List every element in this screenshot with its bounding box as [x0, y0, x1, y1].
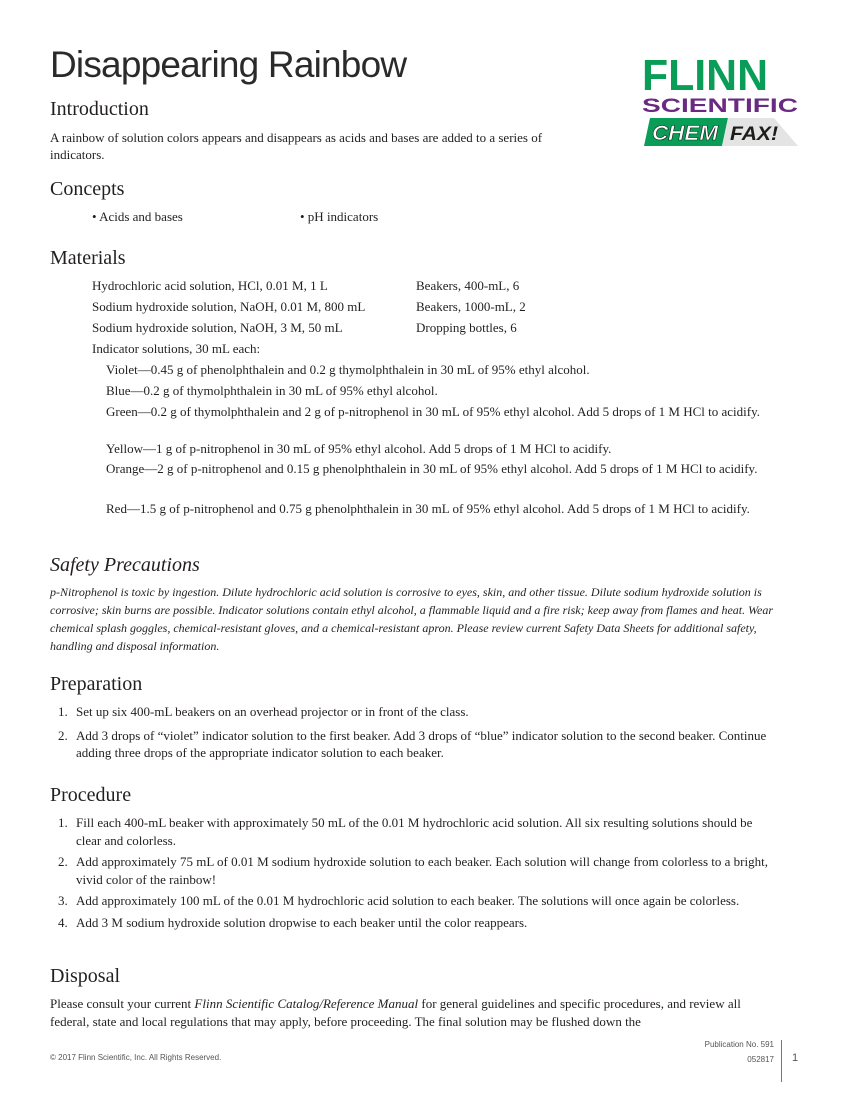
material-item: Beakers, 400-mL, 6	[416, 278, 520, 293]
material-item: Dropping bottles, 6	[416, 320, 517, 335]
concepts-heading: Concepts	[50, 178, 125, 200]
logo-flinn-text: FLINN	[642, 51, 768, 100]
step-text: Set up six 400-mL beakers on an overhead projector or in front of the class.	[76, 704, 469, 719]
disposal-catalog-title: Flinn Scientific Catalog/Reference Manual	[194, 996, 419, 1011]
introduction-line-1: A rainbow of solution colors appears and disappears as acids and bases are added to a series of	[50, 130, 543, 145]
procedure-step	[50, 814, 778, 849]
preparation-step	[50, 727, 778, 762]
footer-publication: Publication No. 591	[704, 1040, 774, 1049]
material-item: Hydrochloric acid solution, HCl, 0.01 M, 1 L	[92, 278, 328, 293]
disposal-text	[50, 995, 778, 1031]
indicator-blue: Blue—0.2 g of thymolphthalein in 30 mL of 95% ethyl alcohol.	[106, 383, 438, 398]
page-number: 1	[792, 1052, 799, 1064]
preparation-step	[50, 703, 778, 721]
footer-code: 052817	[747, 1055, 774, 1064]
indicator-yellow: Yellow—1 g of p-nitrophenol in 30 mL of 95% ethyl alcohol. Add 5 drops of 1 M HCl to acidify.	[106, 441, 612, 456]
logo-chem-text: CHEM	[652, 122, 719, 145]
preparation-list	[50, 703, 778, 762]
disposal-text-end: for general guidelines and specific procedures, and review all federal, state and local regulations that may apply, before proceeding. The final solution may be flushed down the	[50, 996, 741, 1029]
disposal-text-start: Please consult your current	[50, 996, 195, 1011]
step-number: 1.	[58, 704, 68, 719]
step-text: Add approximately 75 mL of 0.01 M sodium hydroxide solution to each beaker. Each solution will change from colorless to a bright, vivid color of the rainbow!	[76, 854, 768, 887]
safety-heading: Safety Precautions	[50, 554, 200, 576]
procedure-heading: Procedure	[50, 784, 132, 806]
introduction-heading: Introduction	[50, 98, 149, 120]
page-title: Disappearing Rainbow	[50, 44, 407, 85]
material-item: Sodium hydroxide solution, NaOH, 3 M, 50 mL	[92, 320, 343, 335]
flinn-logo	[640, 50, 800, 150]
procedure-step	[50, 914, 778, 932]
indicator-green: Green—0.2 g of thymolphthalein and 2 g of p-nitrophenol in 30 mL of 95% ethyl alcohol. Add 5 drops of 1 M HCl to acidify.	[106, 404, 760, 419]
indicator-solutions-header: Indicator solutions, 30 mL each:	[92, 341, 261, 356]
step-number: 2.	[58, 854, 68, 869]
procedure-step	[50, 892, 778, 910]
step-text: Add 3 M sodium hydroxide solution dropwise to each beaker until the color reappears.	[76, 914, 528, 930]
procedure-list	[50, 814, 778, 931]
step-text: Fill each 400-mL beaker with approximately 50 mL of the 0.01 M hydrochloric acid solution. All six resulting solutions should be clear and colorless.	[76, 815, 753, 848]
concept-item: • Acids and bases	[92, 209, 183, 224]
material-item: Beakers, 1000-mL, 2	[416, 299, 526, 314]
disposal-heading: Disposal	[50, 965, 120, 987]
preparation-heading: Preparation	[50, 673, 143, 695]
materials-heading: Materials	[50, 247, 126, 269]
indicator-red: Red—1.5 g of p-nitrophenol and 0.75 g phenolphthalein in 30 mL of 95% ethyl alcohol. Add 5 drops of 1 M HCl to acidify.	[106, 501, 750, 516]
indicator-violet: Violet—0.45 g of phenolphthalein and 0.2 g thymolphthalein in 30 mL of 95% ethyl alcohol.	[106, 362, 590, 377]
introduction-line-2: indicators.	[50, 147, 105, 162]
flinn-chemfax-logo-icon	[640, 50, 800, 150]
step-number: 4.	[58, 914, 68, 930]
material-item: Sodium hydroxide solution, NaOH, 0.01 M, 800 mL	[92, 299, 366, 314]
logo-scientific-text: SCIENTIFIC	[642, 96, 799, 117]
procedure-step	[50, 853, 778, 888]
footer-divider	[781, 1040, 782, 1082]
safety-text: p-Nitrophenol is toxic by ingestion. Dilute hydrochloric acid solution is corrosive to eyes, skin, and other tissue. Dilute sodium hydroxide solution is corrosive; skin burns are possible. Indicator solutions contain ethyl alcohol, a flammable liquid and a fire risk; keep away from flames and heat. Wear chemical splash goggles, chemical-resistant gloves, and a chemical-resistant apron. Please review current Safety Data Sheets for additional safety, handling and disposal information.	[50, 585, 774, 653]
footer-copyright: © 2017 Flinn Scientific, Inc. All Rights Reserved.	[50, 1053, 222, 1062]
logo-fax-text: FAX!	[730, 124, 778, 145]
step-number: 3.	[58, 893, 68, 908]
step-number: 2.	[58, 727, 68, 743]
step-text: Add 3 drops of “violet” indicator solution to the first beaker. Add 3 drops of “blue” indicator solution to the second beaker. Continue adding three drops of the appropriate indicator solution to each beaker.	[76, 727, 767, 760]
step-number: 1.	[58, 815, 68, 830]
concept-item: • pH indicators	[300, 209, 379, 224]
indicator-orange: Orange—2 g of p-nitrophenol and 0.15 g phenolphthalein in 30 mL of 95% ethyl alcohol. Add 5 drops of 1 M HCl to acidify.	[106, 461, 758, 476]
step-text: Add approximately 100 mL of the 0.01 M hydrochloric acid solution to each beaker. The solutions will once again be colorless.	[76, 893, 740, 908]
